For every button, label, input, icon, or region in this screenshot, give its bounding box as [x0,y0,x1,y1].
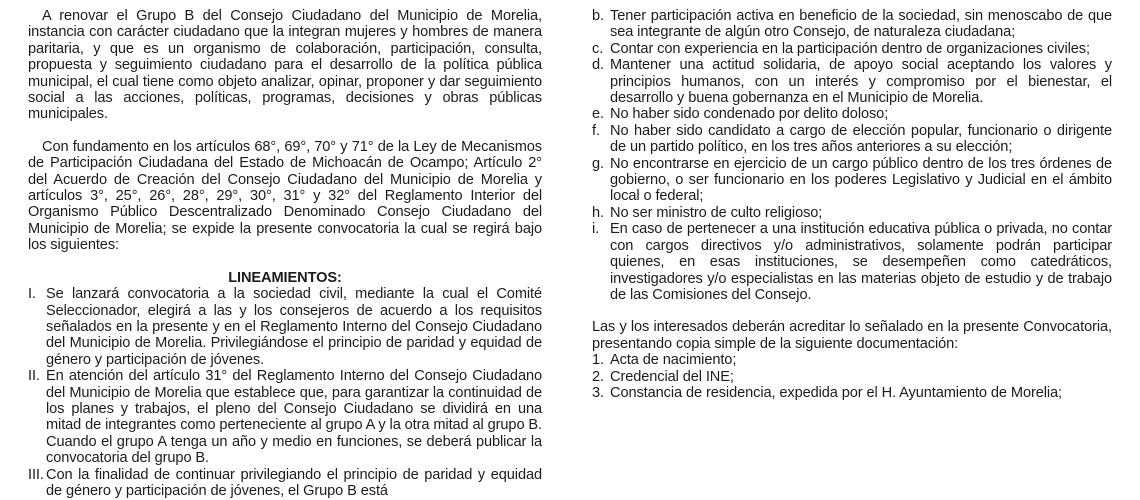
item-marker: I. [28,286,36,303]
item-marker: 3. [592,384,604,401]
item-text: Constancia de residencia, expedida por el H. Ayuntamiento de Morelia; [610,384,1062,401]
item-text: Tener participación activa en beneficio de la sociedad, sin menoscabo de que sea integrante de algún otro Consejo, de naturaleza ciudadana; [610,8,1112,41]
document-item [592,369,1112,385]
document-item [592,352,1112,368]
requirement-item [592,106,1112,122]
item-text: Contar con experiencia en la participación dentro de organizaciones civiles; [610,40,1090,57]
item-marker: II. [28,368,40,385]
item-marker: c. [592,40,604,57]
intro-paragraph: A renovar el Grupo B del Consejo Ciudadano del Municipio de Morelia, instancia con carácter ciudadano que la integran mujeres y hombres de manera paritaria, y que es un organismo de colaboración, participación, consulta, propuesta y seguimiento ciudadano para el desarrollo de la política pública municipal, el cual tiene como objeto analizar, opinar, proponer y dar seguimiento social a las acciones, políticas, programas, decisiones y obras públicas municipales. [28,8,542,123]
left-column [28,8,542,499]
foundation-paragraph: Con fundamento en los artículos 68°, 69°, 70° y 71° de la Ley de Mecanismos de Participación Ciudadana del Estado de Michoacán de Ocampo; Artículo 2° del Acuerdo de Creación del Consejo Ciudadano del Municipio de Morelia y artículos 3°, 25°, 26°, 28°, 29°, 30°, 31° y 32° del Reglamento Interior del Organismo Público Descentralizado Denominado Consejo Ciudadano del Municipio de Morelia; se expide la presente convocatoria la cual se regirá bajo los siguientes: [28,138,542,254]
requirement-item [592,8,1112,41]
requirement-item [592,41,1112,57]
guideline-item [28,368,542,466]
spacer [28,123,542,139]
item-text: Se lanzará convocatoria a la sociedad civil, mediante la cual el Comité Seleccionador, elegirá a las y los consejeros de acuerdo a los requisitos señalados en la presente y en el Reglamento Interno del Consejo Ciudadano del Municipio de Morelia. Privilegiándose el principio de paridad y equidad de género y participación de jóvenes. [46,286,542,368]
item-text: En atención del artículo 31° del Reglamento Interno del Consejo Ciudadano del Municipio de Morelia que establece que, para garantizar la continuidad de los planes y trabajos, el pleno del Consejo Ciudadano se dividirá en una mitad de integrantes como perteneciente al grupo A y la otra mitad al grupo B. Cuando el grupo A tenga un año y medio en funciones, se deberá publicar la convocatoria del grupo B. [46,368,542,467]
guideline-item [28,286,542,368]
item-text: Con la finalidad de continuar privilegiando el principio de paridad y equidad de género y participación de jóvenes, el Grupo B está [46,466,542,499]
item-text: Mantener una actitud solidaria, de apoyo social aceptando los valores y principios humanos, con un interés y compromiso por el bienestar, el desarrollo y buena gobernanza en el Municipio de Morelia. [610,57,1112,107]
document-item [592,385,1112,401]
requirement-item [592,205,1112,221]
item-marker: h. [592,204,604,221]
item-marker: d. [592,57,604,74]
spacer [592,303,1112,319]
spacer [28,254,542,270]
item-text: No haber sido candidato a cargo de elección popular, funcionario o dirigente de un partido político, en los tres años anteriores a su elección; [610,122,1112,156]
item-marker: f. [592,122,600,139]
requirement-item [592,156,1112,205]
item-marker: g. [592,155,604,172]
requirement-item [592,57,1112,106]
guideline-item [28,467,542,500]
item-marker: b. [592,8,604,24]
documents-intro-paragraph: Las y los interesados deberán acreditar lo señalado en la presente Convocatoria, presentando copia simple de la siguiente documentación: [592,319,1112,352]
requirement-item [592,221,1112,303]
item-text: No ser ministro de culto religioso; [610,204,823,221]
item-marker: III. [28,466,44,483]
item-text: En caso de pertenecer a una institución educativa pública o privada, no contar con cargos directivos y/o administrativos, solamente podrán participar quienes, en esas instituciones, se desempeñen como catedráticos, investigadores y/o especialistas en las materias objeto de estudio y de trabajo de las Comisiones del Consejo. [610,221,1112,303]
item-marker: 2. [592,368,604,385]
item-marker: e. [592,106,604,123]
right-column [592,8,1112,401]
requirement-item [592,123,1112,156]
item-marker: i. [592,221,600,238]
item-text: Credencial del INE; [610,368,734,385]
item-text: No encontrarse en ejercicio de un cargo público dentro de los tres órdenes de gobierno, o ser funcionario en los poderes Legislativo y Judicial en el ámbito local o federal; [610,155,1112,205]
item-marker: 1. [592,352,604,369]
item-text: Acta de nacimiento; [610,352,737,369]
item-text: No haber sido condenado por delito doloso; [610,106,889,123]
lineamientos-heading: LINEAMIENTOS: [228,269,342,286]
